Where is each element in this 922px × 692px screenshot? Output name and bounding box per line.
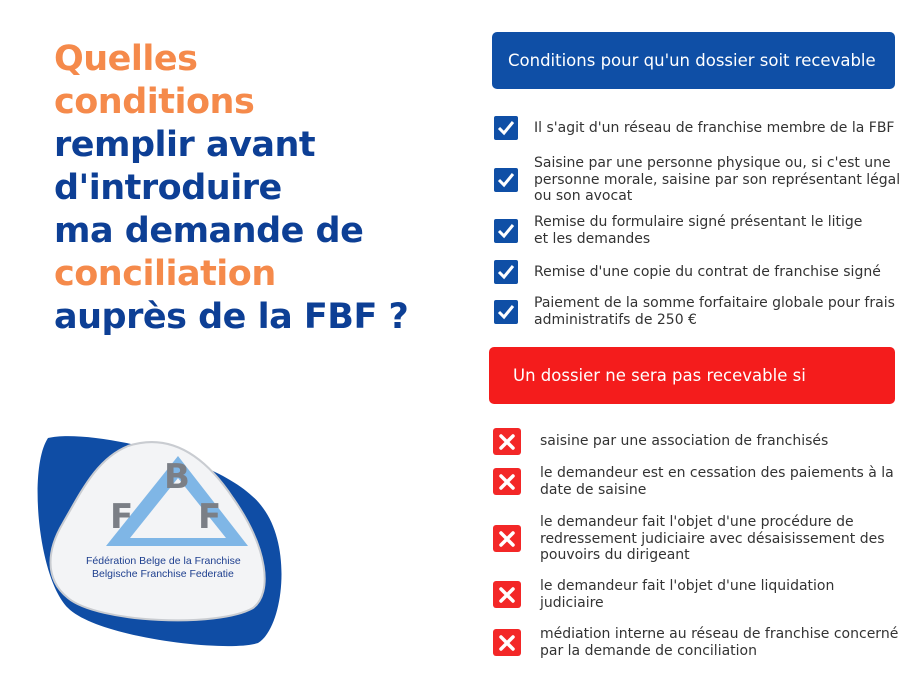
cross-icon — [493, 428, 521, 455]
title-line: auprès de la FBF ? — [54, 297, 409, 337]
conditions-banner — [492, 32, 895, 89]
logo-letter-f-right: F — [198, 497, 222, 537]
refusal-item — [493, 428, 828, 455]
refusal-item — [493, 514, 885, 564]
cross-icon — [493, 629, 521, 656]
logo-text-nl: Belgische Franchise Federatie — [92, 568, 234, 580]
refusal-text — [540, 433, 828, 450]
refusal-text — [540, 626, 898, 659]
refusals-heading: Un dossier ne sera pas recevable si — [513, 366, 806, 385]
refusal-text — [540, 514, 885, 564]
page-title — [54, 38, 474, 339]
text-line: le demandeur fait l'objet d'une procédure de — [540, 514, 854, 530]
text-line: personne morale, saisine par son représentant légal — [534, 171, 901, 188]
condition-item — [494, 155, 900, 205]
refusal-text — [540, 578, 834, 611]
condition-item — [494, 295, 895, 328]
text-line: et les demandes — [534, 230, 651, 247]
condition-item — [494, 260, 881, 284]
refusal-item — [493, 626, 898, 659]
cross-icon — [493, 581, 521, 608]
text-line: redressement judiciaire avec désaisissement des — [540, 530, 885, 547]
text-line: Remise d'une copie du contrat de franchise signé — [534, 263, 881, 280]
title-line: d'introduire — [54, 168, 282, 208]
title-line: conciliation — [54, 254, 276, 294]
cross-icon — [493, 525, 521, 552]
condition-text — [534, 264, 881, 281]
title-line: remplir avant — [54, 125, 316, 165]
title-line: Quelles — [54, 39, 198, 79]
check-icon — [494, 168, 518, 192]
check-icon — [494, 116, 518, 140]
conditions-heading: Conditions pour qu'un dossier soit recevable — [508, 51, 876, 70]
condition-text — [534, 120, 894, 137]
text-line: administratifs de 250 € — [534, 311, 697, 328]
text-line: le demandeur fait l'objet d'une liquidation — [540, 578, 835, 594]
refusal-item — [493, 465, 894, 498]
text-line: saisine par une association de franchisés — [540, 433, 829, 450]
check-icon — [494, 260, 518, 284]
fbf-logo — [28, 428, 288, 653]
title-line: conditions — [54, 82, 255, 122]
condition-text — [534, 155, 900, 205]
text-line: par la demande de conciliation — [540, 642, 757, 659]
text-line: Saisine par une personne physique ou, si c'est une — [534, 155, 891, 171]
check-icon — [494, 300, 518, 324]
logo-letter-f-left: F — [110, 497, 134, 537]
text-line: ou son avocat — [534, 188, 633, 204]
condition-item — [494, 214, 862, 247]
condition-text — [534, 295, 895, 328]
refusals-banner — [489, 347, 895, 404]
text-line: judiciaire — [540, 594, 604, 611]
text-line: Remise du formulaire signé présentant le litige — [534, 214, 863, 230]
text-line: médiation interne au réseau de franchise concerné — [540, 626, 899, 642]
logo-letter-b: B — [164, 457, 190, 497]
logo-text-fr: Fédération Belge de la Franchise — [86, 555, 241, 567]
check-icon — [494, 219, 518, 243]
title-line: ma demande de — [54, 211, 364, 251]
text-line: Il s'agit d'un réseau de franchise membre de la FBF — [534, 119, 895, 136]
text-line: le demandeur est en cessation des paiements à la — [540, 465, 894, 481]
text-line: Paiement de la somme forfaitaire globale pour frais — [534, 295, 895, 311]
text-line: date de saisine — [540, 481, 647, 498]
cross-icon — [493, 468, 521, 495]
condition-text — [534, 214, 862, 247]
refusal-item — [493, 578, 834, 611]
refusal-text — [540, 465, 894, 498]
text-line: pouvoirs du dirigeant — [540, 547, 690, 563]
condition-item — [494, 116, 894, 140]
